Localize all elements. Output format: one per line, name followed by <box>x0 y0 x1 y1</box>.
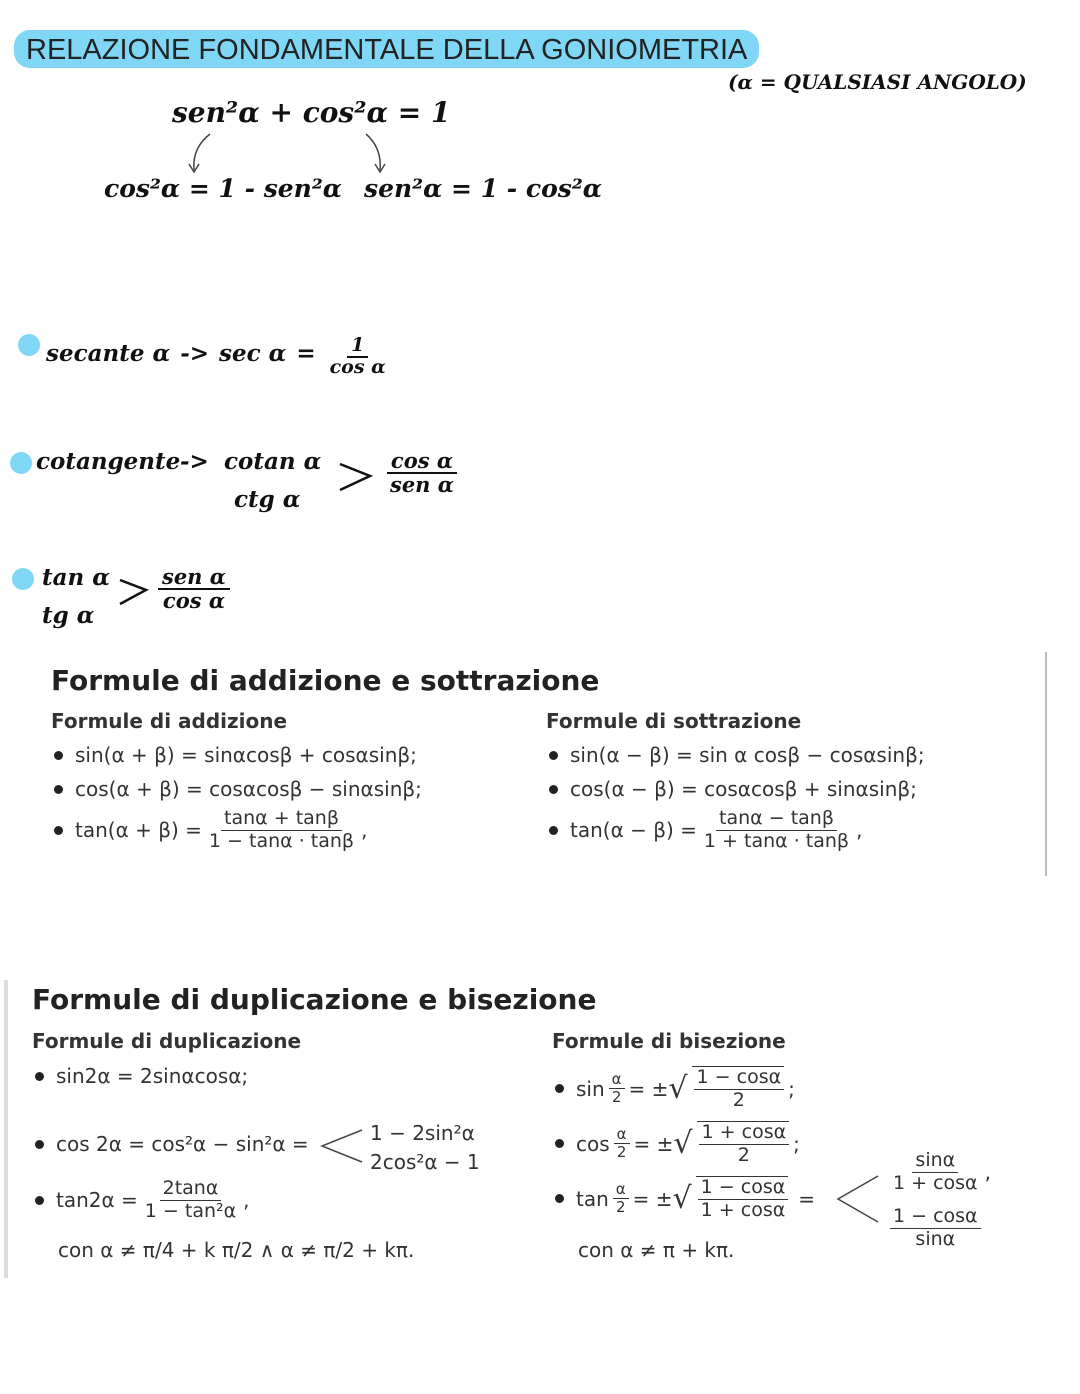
fraction-numerator: tanα − tanβ <box>716 808 837 831</box>
formula-text: cos(α + β) = cosαcosβ − sinαsinβ; <box>75 777 422 801</box>
formula-text: tan2α = <box>56 1188 138 1213</box>
secant-abbr: sec α <box>219 340 287 368</box>
duplication-condition: con α ≠ π/4 + k π/2 ∧ α ≠ π/2 + kπ. <box>58 1238 415 1262</box>
bullet <box>549 751 558 760</box>
fraction-denominator: cos α <box>329 355 386 378</box>
secant-definition <box>46 330 390 378</box>
ctg-abbr: ctg α <box>234 486 301 513</box>
duplication-subtitle: Formule di duplicazione <box>32 1029 302 1053</box>
formula-tan-sum: tan(α + β) = $\frac{\tan\alpha + \tan\beta}{1 - \tan\alpha \cdot \tan\beta}$ , <box>54 808 367 853</box>
addition-subtitle: Formule di addizione <box>51 709 288 733</box>
bullet <box>555 1139 564 1148</box>
tangent-fraction <box>158 566 230 612</box>
fraction-numerator: 1 − cosα <box>698 1177 789 1200</box>
tg-abbr: tg α <box>42 602 95 629</box>
branch-bracket <box>316 1126 366 1166</box>
bullet <box>549 785 558 794</box>
fraction-numerator: sinα <box>912 1150 958 1173</box>
formula-sin2 <box>35 1064 248 1088</box>
fraction-numerator: 1 − cosα <box>890 1206 981 1229</box>
secant-label: secante α <box>46 340 171 368</box>
cos2-alt-b: 2cos²α − 1 <box>370 1150 480 1174</box>
fraction-denominator: 1 + tanα · tanβ <box>703 829 850 852</box>
tan-half-alt-2 <box>886 1206 985 1251</box>
bisection-condition: con α ≠ π + kπ. <box>578 1238 735 1262</box>
formula-tan-half: tan $\frac{\alpha}{2}$ = ± √ $\frac{1 - \cos\alpha}{1 + \cos\alpha}$ = <box>555 1176 815 1222</box>
subtraction-subtitle: Formule di sottrazione <box>546 709 802 733</box>
bisection-subtitle: Formule di bisezione <box>552 1029 786 1053</box>
formula-text: sin(α + β) = sinαcosβ + cosαsinβ; <box>75 743 417 767</box>
box-border <box>1045 652 1047 876</box>
arrow: -> <box>180 340 210 368</box>
bullet <box>54 826 63 835</box>
cotan-abbr: cotan α <box>224 448 322 475</box>
bullet <box>54 751 63 760</box>
duplication-heading: Formule di duplicazione e bisezione <box>32 983 597 1016</box>
fraction-numerator: 1 − cosα <box>694 1067 785 1090</box>
sen-squared-identity: sen²α = 1 - cos²α <box>364 174 603 203</box>
fraction-denominator: 1 − tanα · tanβ <box>208 829 355 852</box>
cotangent-label: cotangente <box>36 448 181 475</box>
fundamental-relation: sen²α + cos²α = 1 <box>172 96 451 129</box>
fraction-numerator: α <box>613 1181 629 1199</box>
angle-note: (α = QUALSIASI ANGOLO) <box>728 70 1027 94</box>
fraction-denominator: 2 <box>615 1198 626 1217</box>
formula-tan-diff: tan(α − β) = $\frac{\tan\alpha - \tan\beta}{1 + \tan\alpha \cdot \tan\beta}$ , <box>549 808 862 853</box>
equivalence-arrow <box>114 574 154 612</box>
formula-text: sin <box>576 1076 605 1101</box>
tan-abbr: tan α <box>42 564 110 591</box>
formula-text: cos 2α = cos²α − sin²α = <box>56 1132 309 1156</box>
plus-minus: = ± <box>632 1186 673 1211</box>
bullet <box>549 826 558 835</box>
equals: = <box>296 340 316 368</box>
fraction-numerator: tanα + tanβ <box>221 808 342 831</box>
fraction-denominator: 1 + cosα <box>893 1171 978 1194</box>
formula-text: tan(α + β) = <box>75 818 202 843</box>
formula-text: sin2α = 2sinαcosα; <box>56 1064 249 1088</box>
fraction-denominator: 2 <box>611 1088 622 1107</box>
plus-minus: = ± <box>633 1131 674 1156</box>
bullet-dot <box>18 334 40 356</box>
bullet <box>54 785 63 794</box>
bullet <box>35 1072 44 1081</box>
fraction-numerator: α <box>614 1126 630 1144</box>
cotangent-fraction <box>386 450 458 496</box>
plus-minus: = ± <box>628 1076 669 1101</box>
fraction-denominator: 2 <box>616 1143 627 1162</box>
square-root: √ $\frac{1 - \cos\alpha}{2}$ <box>668 1066 788 1112</box>
formula-text: cos(α − β) = cosαcosβ + sinαsinβ; <box>570 777 917 801</box>
box-border <box>4 980 8 1278</box>
fraction-denominator: 1 − tan²α <box>144 1199 237 1222</box>
bullet <box>35 1196 44 1205</box>
formula-text: sin(α − β) = sin α cosβ − cosαsinβ; <box>570 743 925 767</box>
bullet <box>555 1084 564 1093</box>
tan-half-alt-1: $\frac{\sin\alpha}{1 + \cos\alpha}$ , <box>886 1150 991 1195</box>
fraction-denominator: cos α <box>162 588 226 614</box>
cos-squared-identity: cos²α = 1 - sen²α <box>104 174 343 203</box>
square-root: √ $\frac{1 - \cos\alpha}{1 + \cos\alpha}$ <box>673 1176 793 1222</box>
fraction-numerator: sen α <box>158 566 230 590</box>
formula-sin-half: sin $\frac{\alpha}{2}$ = ± √ $\frac{1 - \cos\alpha}{2}$ ; <box>555 1066 795 1112</box>
branch-bracket <box>832 1172 882 1226</box>
formula-cos-diff <box>549 777 917 801</box>
fraction-denominator: sinα <box>915 1227 956 1250</box>
formula-tan2: tan2α = $\frac{2\tan\alpha}{\text{1 − tan²α}}$ , <box>35 1178 250 1223</box>
bullet-dot <box>12 568 34 590</box>
arrow: -> <box>180 448 209 475</box>
fraction-denominator: 2 <box>737 1143 750 1166</box>
formula-cos-sum <box>54 777 422 801</box>
equivalence-arrow <box>334 458 378 498</box>
fraction-numerator: 1 <box>347 336 368 358</box>
square-root: √ $\frac{1 + \cos\alpha}{2}$ <box>673 1121 793 1167</box>
formula-cos2 <box>35 1132 309 1156</box>
fraction-denominator: 1 + cosα <box>700 1198 786 1221</box>
formula-sin-sum <box>54 743 417 767</box>
fraction-denominator: sen α <box>390 472 454 498</box>
fraction-numerator: 1 + cosα <box>699 1122 790 1145</box>
formula-text: cos <box>576 1131 610 1156</box>
addition-heading: Formule di addizione e sottrazione <box>51 664 600 697</box>
formula-cos-half: cos $\frac{\alpha}{2}$ = ± √ $\frac{1 + \cos\alpha}{2}$ ; <box>555 1121 800 1167</box>
fraction-denominator: 2 <box>732 1088 745 1111</box>
bullet <box>35 1140 44 1149</box>
bullet-dot <box>10 452 32 474</box>
formula-text: tan <box>576 1186 609 1211</box>
fraction-numerator: α <box>609 1071 625 1089</box>
formula-text: tan(α − β) = <box>570 818 697 843</box>
bullet <box>555 1194 564 1203</box>
fraction-numerator: 2tanα <box>160 1178 222 1201</box>
page-title: RELAZIONE FONDAMENTALE DELLA GONIOMETRIA <box>14 30 759 68</box>
derivation-arrows <box>170 128 410 178</box>
fraction-numerator: cos α <box>387 450 457 474</box>
formula-sin-diff <box>549 743 925 767</box>
cos2-alt-a: 1 − 2sin²α <box>370 1121 475 1145</box>
